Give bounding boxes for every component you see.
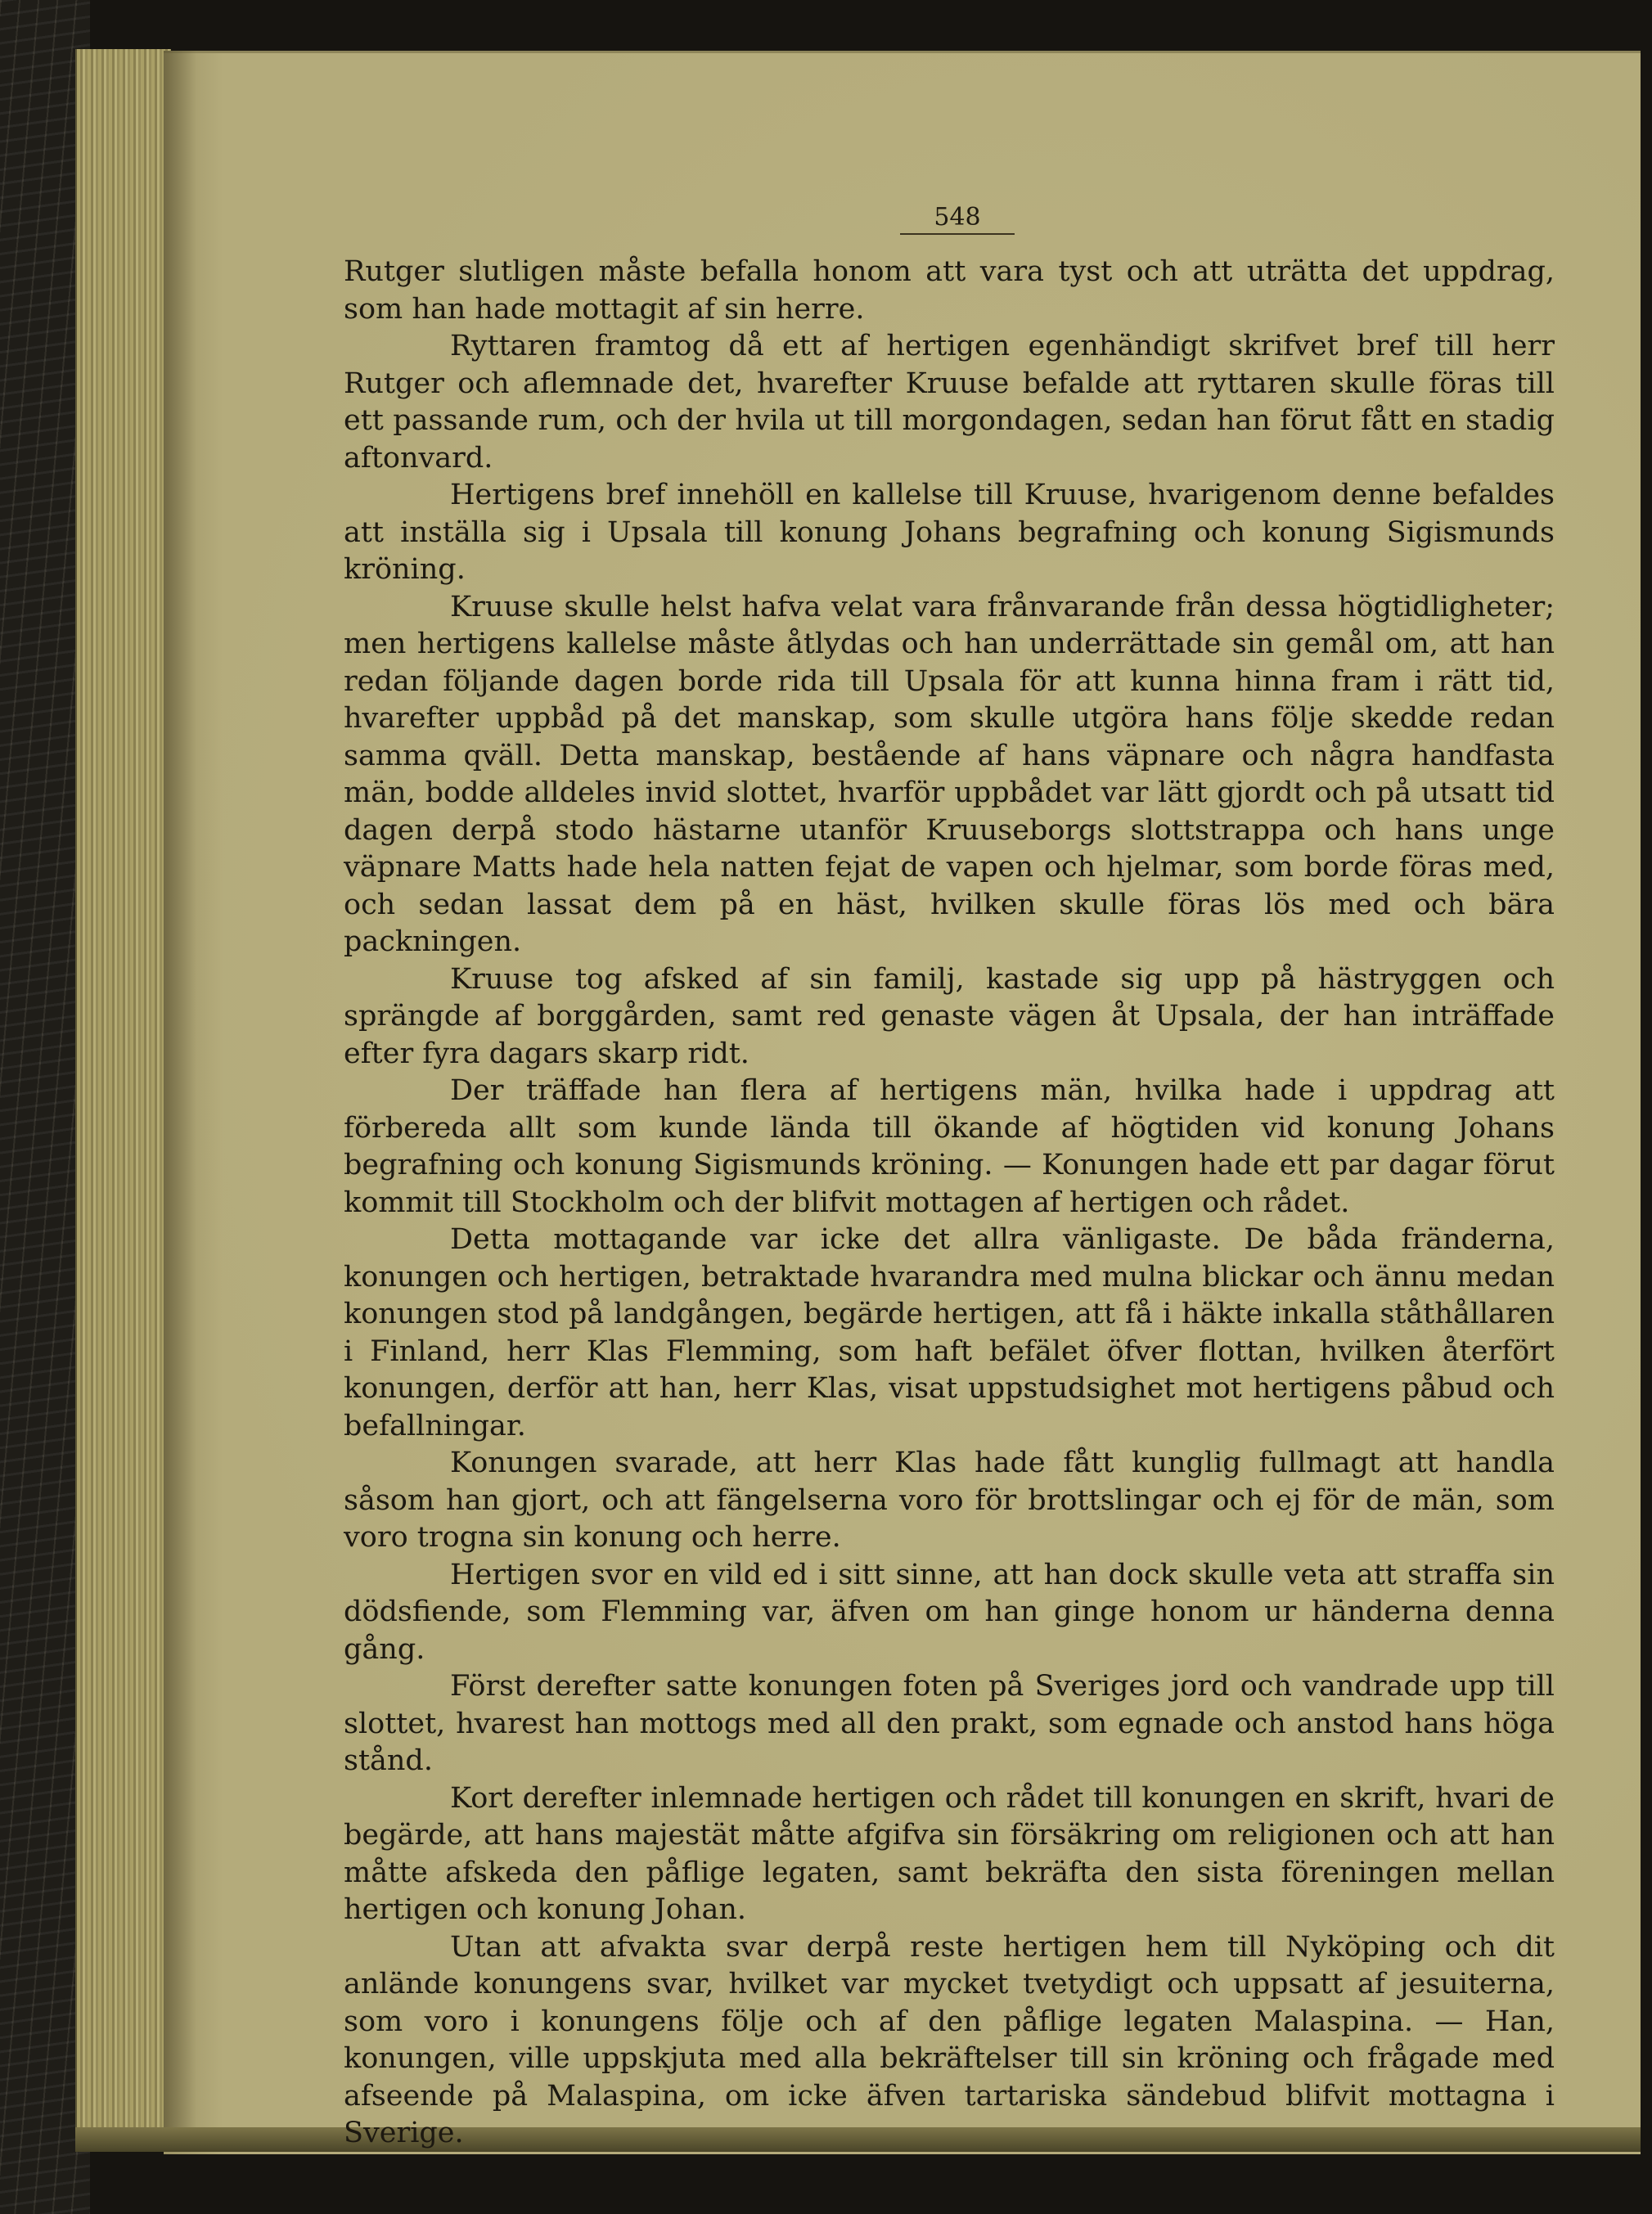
paragraph: Kruuse tog afsked af sin familj, kastade sig upp på hästryggen och sprängde af borggården, samt red genaste vägen åt Upsala, der han inträffade efter fyra dagars skarp ridt. <box>344 962 1555 1070</box>
paragraph: Först derefter satte konungen foten på Sveriges jord och vandrade upp till slottet, hvarest han mottogs med all den prakt, som egnade och anstod hans höga stånd. <box>344 1670 1555 1777</box>
paragraph: Kort derefter inlemnade hertigen och rådet till konungen en skrift, hvari de begärde, att hans majestät måtte afgifva sin försäkring om religionen och att han måtte afskeda den påflige legaten, samt bekräfta den sista föreningen mellan hertigen och konung Johan. <box>344 1781 1555 1926</box>
page-stack-edges <box>75 49 171 2144</box>
paragraph: Rutger slutligen måste befalla honom att vara tyst och att uträtta det uppdrag, som han hade mottagit af sin herre. <box>344 255 1555 326</box>
paragraph: Hertigens bref innehöll en kallelse till Kruuse, hvarigenom denne befaldes att inställa sig i Upsala till konung Johans begrafning och konung Sigismunds kröning. <box>344 479 1555 586</box>
text-column <box>344 254 1555 2153</box>
paragraph: Hertigen svor en vild ed i sitt sinne, att han dock skulle veta att straffa sin dödsfiende, som Flemming var, äfven om han ginge honom ur händerna denna gång. <box>344 1558 1555 1666</box>
paragraph: Detta mottagande var icke det allra vänligaste. De båda fränderna, konungen och hertigen, betraktade hvarandra med mulna blickar och ännu medan konungen stod på landgången, begärde hertigen, att få i häkte inkalla ståthållaren i Finland, herr Klas Flemming, som haft befälet öfver flottan, hvilken återfört konungen, derför att han, herr Klas, visat uppstudsighet mot hertigens påbud och befallningar. <box>344 1223 1555 1442</box>
paragraph: Konungen svarade, att herr Klas hade fått kunglig fullmagt att handla såsom han gjort, och att fängelserna voro för brottslingar och ej för de män, som voro trogna sin konung och herre. <box>344 1447 1555 1554</box>
spine-shadow <box>164 51 196 2152</box>
paragraph: Ryttaren framtog då ett af hertigen egenhändigt skrifvet bref till herr Rutger och aflemnade det, hvarefter Kruuse befalde att ryttaren skulle föras till ett passande rum, och der hvila ut till morgondagen, sedan han förut fått en stadig aftonvard. <box>344 330 1555 475</box>
paragraph: Kruuse skulle helst hafva velat vara frånvarande från dessa högtidligheter; men hertigens kallelse måste åtlydas och han underrättade sin gemål om, att han redan följande dagen borde rida till Upsala för att kunna hinna fram i rätt tid, hvarefter uppbåd på det manskap, som skulle utgöra hans följe skedde redan samma qväll. Detta manskap, bestående af hans väpnare och några handfasta män, bodde alldeles invid slottet, hvarför uppbådet var lätt gjordt och på utsatt tid dagen derpå stodo hästarne utanför Kruuseborgs slottstrappa och hans unge väpnare Matts hade hela natten fejat de vapen och hjelmar, som borde föras med, och sedan lassat dem på en häst, hvilken skulle föras lös med och bära packningen. <box>344 590 1555 958</box>
page-number: 548 <box>900 203 1015 235</box>
paragraph: Utan att afvakta svar derpå reste hertigen hem till Nyköping och dit anlände konungens svar, hvilket var mycket tvetydigt och uppsatt af jesuiterna, som voro i konungens följe och af den påflige legaten Malaspina. — Han, konungen, ville uppskjuta med alla bekräftelser till sin kröning och frågade med afseende på Malaspina, om icke äfven tartariska sändebud blifvit mottagna i Sverige. <box>344 1930 1555 2149</box>
paragraph: Der träffade han flera af hertigens män, hvilka hade i uppdrag att förbereda allt som kunde lända till ökande af högtiden vid konung Johans begrafning och konung Sigismunds kröning. — Konungen hade ett par dagar förut kommit till Stockholm och der blifvit mottagen af hertigen och rådet. <box>344 1074 1555 1219</box>
